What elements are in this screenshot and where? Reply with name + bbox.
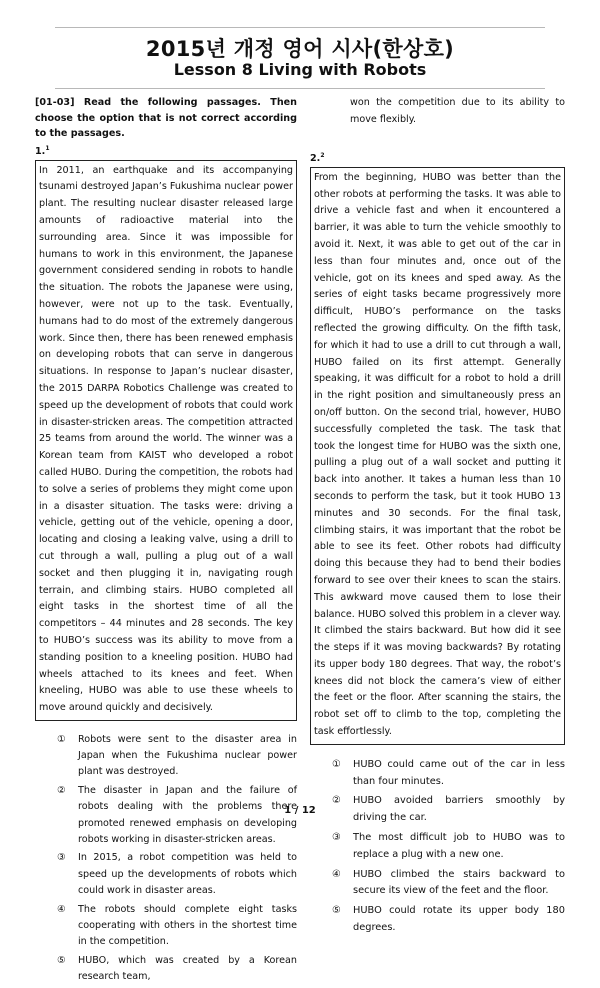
- header-top-rule: [55, 27, 545, 28]
- option-marker: ②: [57, 785, 66, 797]
- option-marker: ②: [332, 795, 341, 807]
- option-marker: ③: [332, 832, 341, 844]
- option-text: HUBO could rotate its upper body 180 degrees.: [353, 905, 565, 934]
- question-1-label: 1.: [35, 145, 46, 157]
- option-text: The robots should complete eight tasks cooperating with others in the shortest time in the competition.: [78, 903, 297, 947]
- question-1-footnote-ref: 1: [45, 144, 50, 152]
- option-text: HUBO avoided barriers smoothly by driving the car.: [353, 795, 565, 824]
- option-marker: ⑤: [332, 905, 341, 917]
- option-item[interactable]: [310, 830, 565, 864]
- question-1-options: [35, 732, 297, 985]
- option-text: HUBO, which was created by a Korean research team,: [78, 954, 297, 982]
- option-item[interactable]: [35, 732, 297, 781]
- option-marker: ③: [57, 852, 66, 864]
- question-1-option-continuation: won the competition due to its ability to move flexibly.: [350, 97, 565, 125]
- option-text: In 2015, a robot competition was held to speed up the developments of robots which could work in disaster areas.: [78, 852, 297, 896]
- option-marker: ①: [57, 733, 66, 745]
- option-text: HUBO could came out of the car in less than four minutes.: [353, 758, 565, 787]
- option-text: The disaster in Japan and the failure of robots dealing with the problems there promoted renewed emphasis on developing robots working in disaster-stricken areas.: [78, 785, 297, 845]
- option-marker: ④: [332, 868, 341, 880]
- option-marker: ⑤: [57, 954, 66, 966]
- option-marker: ①: [332, 758, 341, 770]
- question-1-passage: In 2011, an earthquake and its accompanying tsunami destroyed Japan’s Fukushima nuclear power plant. The resulting nuclear disaster released large amounts of radioactive material into the surrounding area. Since it was impossible for humans to work in this environment, the Japanese government considered sending in robots to handle the situation. The robots the Japanese were using, however, were not up to the task. Eventually, humans had to do most of the extremely dangerous work. Since then, there has been renewed emphasis on developing robots that can serve in dangerous situations. In response to Japan’s nuclear disaster, the 2015 DARPA Robotics Challenge was created to speed up the development of robots that could work in disaster-stricken areas. The competition attracted 25 teams from around the world. The winner was a Korean team from KAIST who developed a robot called HUBO. During the competition, the robots had to solve a series of problems they might come upon in a disaster situation. The tasks were: driving a vehicle, getting out of the vehicle, opening a door, locating and closing a leaking valve, using a drill to cut through a wall, pulling a plug out of a wall socket and then plugging it in, navigating rough terrain, and climbing stairs. HUBO completed all eight tasks in the shortest time of all the competitors – 44 minutes and 28 seconds. The key to HUBO’s success was its ability to move from a standing position to a kneeling position. HUBO had wheels attached to its knees and feet. When kneeling, HUBO was able to use these wheels to move around quickly and decisively.: [35, 160, 297, 721]
- header-bottom-rule: [55, 88, 545, 89]
- option-text: The most difficult job to HUBO was to replace a plug with a new one.: [353, 832, 565, 860]
- option-item[interactable]: [310, 903, 565, 937]
- question-1-number: [35, 142, 297, 158]
- option-item[interactable]: [35, 953, 297, 985]
- option-item[interactable]: [35, 902, 297, 951]
- option-item[interactable]: [310, 867, 565, 901]
- question-2-footnote-ref: 2: [320, 151, 325, 159]
- option-text: Robots were sent to the disaster area in Japan when the Fukushima nuclear power plant was destroyed.: [78, 733, 297, 778]
- instructions: [01-03] Read the following passages. Then choose the option that is not correct according to the passages.: [35, 97, 297, 139]
- page-number: 1 / 12: [284, 805, 316, 816]
- option-text: HUBO climbed the stairs backward to secure its view of the feet and the floor.: [353, 868, 565, 897]
- lesson-subtitle: Lesson 8 Living with Robots: [173, 60, 427, 79]
- question-2-number: [310, 149, 565, 165]
- option-item[interactable]: [35, 850, 297, 899]
- question-2-options: [310, 757, 565, 937]
- left-column: [35, 95, 297, 988]
- question-2-passage: From the beginning, HUBO was better than the other robots at performing the tasks. It was able to drive a vehicle fast and when it encountered a barrier, it was able to turn the vehicle smoothly to avoid it. Next, it was able to get out of the car in less than four minutes and, once out of the vehicle, got on its knees and sped away. As the series of eight tasks became progressively more difficult, HUBO’s performance on the tasks reflected the growing difficulty. On the fifth task, for which it had to use a drill to cut through a wall, HUBO failed on its first attempt. Generally speaking, it was difficult for a robot to hold a drill in the right position and simultaneously press an on/off button. On the second trial, however, HUBO successfully completed the task. The task that took the longest time for HUBO was the sixth one, pulling a plug out of a wall socket and putting it back into another. It takes a human less than 10 seconds to perform the task, but it took HUBO 13 minutes and 30 seconds. For the final task, climbing stairs, it was important that the robot be able to see its feet. Other robots had difficulty doing this because they had to bend their bodies forward to see over their knees to scan the stairs. This awkward move caused them to lose their balance. HUBO solved this problem in a clever way. It climbed the stairs backward. But how did it see the steps if it was moving backwards? By rotating its upper body 180 degrees. That way, the robot’s knees did not block the camera’s view of either the feet or the floor. After scanning the stairs, the robot set off to climb to the top, completing the task effortlessly.: [310, 167, 565, 745]
- document-title: 2015년 개정 영어 시사(한상호): [145, 37, 455, 61]
- option-item[interactable]: [310, 757, 565, 791]
- question-2-label: 2.: [310, 152, 321, 164]
- option-marker: ④: [57, 903, 66, 915]
